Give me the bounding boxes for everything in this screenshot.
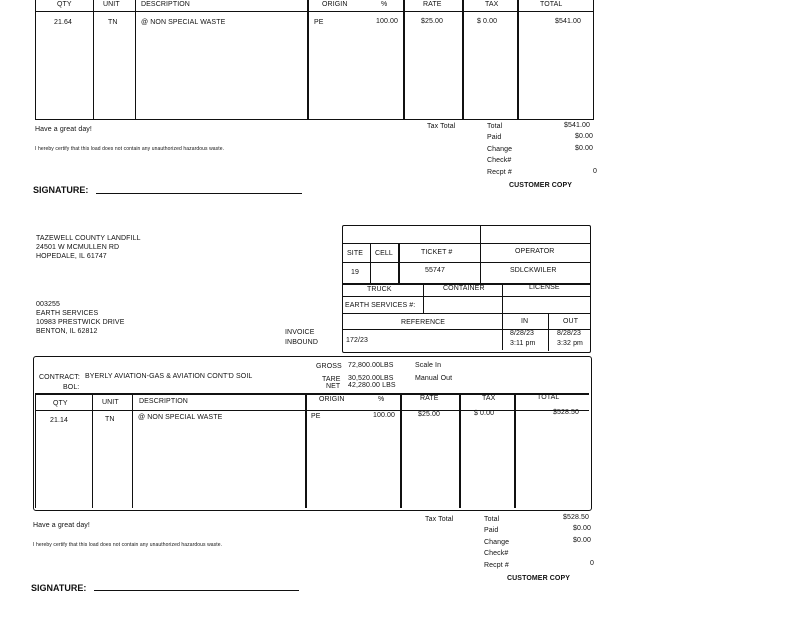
top-certify-text: I hereby certify that this load does not contain any unauthorized hazardous waste.	[35, 146, 225, 152]
license-label: LICENSE	[529, 284, 560, 291]
top-header-unit: UNIT	[103, 1, 120, 8]
operator-value: SDLCKWILER	[510, 267, 557, 274]
ticket-number: 55747	[425, 267, 445, 274]
top-row-tax: $ 0.00	[477, 18, 498, 25]
bottom-check-label: Check#	[484, 550, 509, 557]
bottom-row-description: @ NON SPECIAL WASTE	[138, 414, 223, 421]
top-paid-label: Paid	[487, 134, 502, 141]
top-col-divider	[462, 0, 464, 119]
bottom-header-origin: ORIGIN	[319, 396, 345, 403]
bottom-row-origin: PE	[311, 413, 321, 420]
out-date: 8/28/23	[557, 330, 582, 337]
bol-label: BOL:	[63, 384, 80, 391]
site-address1: 24501 W MCMULLEN RD	[36, 244, 120, 251]
top-col-divider	[517, 0, 519, 119]
customer-address2: BENTON, IL 62812	[36, 328, 98, 335]
truck-value: EARTH SERVICES #:	[345, 302, 416, 309]
bottom-header-tax: TAX	[482, 395, 496, 402]
top-row-rate: $25.00	[421, 18, 444, 25]
top-row-origin: PE	[314, 19, 324, 26]
gross-mode: Scale In	[415, 362, 442, 369]
bottom-col-divider	[132, 393, 133, 508]
truck-label: TRUCK	[367, 286, 392, 293]
ticket-box-divider	[480, 225, 481, 283]
top-header-percent: %	[381, 1, 388, 8]
out-time: 3:32 pm	[557, 340, 583, 347]
bottom-col-divider	[305, 393, 307, 508]
ticket-label: TICKET #	[421, 249, 453, 256]
bottom-header-description: DESCRIPTION	[139, 398, 188, 405]
top-header-total: TOTAL	[540, 1, 563, 8]
bottom-recpt-label: Recpt #	[484, 562, 509, 569]
ticket-box-rule	[342, 313, 590, 314]
reference-label: REFERENCE	[401, 319, 446, 326]
customer-account: 003255	[36, 301, 60, 308]
ticket-box-rule	[342, 243, 590, 244]
bottom-recpt-value: 0	[590, 560, 594, 567]
in-date: 8/28/23	[510, 330, 535, 337]
top-header-origin: ORIGIN	[322, 1, 348, 8]
bottom-tax-total-label: Tax Total	[425, 516, 454, 523]
contract-value: BYERLY AVIATION-GAS & AVIATION CONT'D SOIL	[85, 373, 253, 380]
site-name: TAZEWELL COUNTY LANDFILL	[36, 235, 141, 242]
bottom-row-total: $528.50	[553, 409, 580, 416]
top-row-total: $541.00	[555, 18, 582, 25]
top-check-label: Check#	[487, 157, 512, 164]
bottom-signature-line	[94, 590, 299, 591]
bottom-header-rate: RATE	[420, 395, 439, 402]
site-address2: HOPEDALE, IL 61747	[36, 253, 107, 260]
in-time: 3:11 pm	[510, 340, 536, 347]
top-row-unit: TN	[108, 19, 118, 26]
top-recpt-value: 0	[593, 168, 597, 175]
top-col-divider	[135, 0, 136, 119]
bottom-row-unit: TN	[105, 416, 115, 423]
bottom-paid-label: Paid	[484, 527, 499, 534]
ticket-box-rule	[342, 262, 590, 263]
top-header-tax: TAX	[485, 1, 499, 8]
customer-address1: 10983 PRESTWICK DRIVE	[36, 319, 125, 326]
ticket-box-rule	[342, 296, 590, 297]
site-value: 19	[351, 269, 359, 276]
top-recpt-label: Recpt #	[487, 169, 512, 176]
net-label: NET	[326, 383, 341, 390]
top-header-rule	[35, 11, 593, 12]
bottom-header-unit: UNIT	[102, 399, 119, 406]
ticket-box-divider	[548, 313, 549, 351]
ticket-box-divider	[370, 243, 371, 283]
top-col-divider	[307, 0, 309, 119]
bottom-header-total: TOTAL	[537, 394, 560, 401]
top-tax-total-label: Tax Total	[427, 123, 456, 130]
out-label: OUT	[563, 318, 579, 325]
top-change-label: Change	[487, 146, 513, 153]
tare-label: TARE	[322, 376, 341, 383]
ticket-box-divider	[502, 283, 503, 350]
tare-mode: Manual Out	[415, 375, 453, 382]
top-items-table	[35, 0, 594, 120]
top-header-description: DESCRIPTION	[141, 1, 190, 8]
top-row-qty: 21.64	[54, 19, 73, 26]
bottom-col-divider	[35, 393, 36, 508]
top-greeting: Have a great day!	[35, 126, 92, 133]
bottom-col-divider	[400, 393, 402, 508]
bottom-table-top-rule	[35, 393, 589, 395]
site-label: SITE	[347, 250, 363, 257]
reference-value: 172/23	[346, 337, 369, 344]
net-value: 42,280.00 LBS	[348, 382, 396, 389]
top-total-label: Total	[487, 123, 503, 130]
contract-label: CONTRACT:	[39, 374, 80, 381]
top-change-value: $0.00	[575, 145, 594, 152]
top-total-value: $541.00	[564, 122, 591, 129]
bottom-row-tax: $ 0.00	[474, 410, 495, 417]
bottom-row-rate: $25.00	[418, 411, 441, 418]
top-customer-copy: CUSTOMER COPY	[509, 182, 573, 189]
top-signature-line	[96, 193, 302, 194]
bottom-change-label: Change	[484, 539, 510, 546]
bottom-col-divider	[92, 393, 93, 508]
top-row-percent: 100.00	[376, 18, 399, 25]
top-header-rate: RATE	[423, 1, 442, 8]
invoice-label: INVOICE	[285, 329, 315, 336]
ticket-box-divider	[398, 243, 400, 283]
bottom-change-value: $0.00	[573, 537, 592, 544]
tare-value: 30,520.00LBS	[348, 375, 394, 382]
customer-name: EARTH SERVICES	[36, 310, 99, 317]
operator-label: OPERATOR	[515, 248, 555, 255]
bottom-header-rule	[35, 410, 589, 411]
in-label: IN	[521, 318, 529, 325]
bottom-header-qty: QTY	[53, 400, 68, 407]
bottom-total-label: Total	[484, 516, 500, 523]
ticket-box-rule	[342, 329, 590, 330]
bottom-col-divider	[514, 393, 516, 508]
bottom-col-divider	[459, 393, 461, 508]
bottom-row-percent: 100.00	[373, 412, 396, 419]
top-row-description: @ NON SPECIAL WASTE	[141, 19, 226, 26]
bottom-row-qty: 21.14	[50, 417, 69, 424]
gross-value: 72,800.00LBS	[348, 362, 394, 369]
top-paid-value: $0.00	[575, 133, 594, 140]
inbound-label: INBOUND	[285, 339, 318, 346]
bottom-signature-label: SIGNATURE:	[31, 583, 87, 593]
container-label: CONTAINER	[443, 285, 485, 292]
bottom-customer-copy: CUSTOMER COPY	[507, 575, 571, 582]
bottom-certify-text: I hereby certify that this load does not contain any unauthorized hazardous waste.	[33, 542, 223, 548]
bottom-greeting: Have a great day!	[33, 522, 90, 529]
ticket-box-divider	[423, 283, 424, 313]
top-header-qty: QTY	[57, 1, 72, 8]
top-col-divider	[93, 0, 94, 119]
bottom-header-percent: %	[378, 396, 385, 403]
bottom-total-value: $528.50	[563, 514, 590, 521]
gross-label: GROSS	[316, 363, 342, 370]
top-signature-label: SIGNATURE:	[33, 185, 89, 195]
top-col-divider	[403, 0, 405, 119]
bottom-paid-value: $0.00	[573, 525, 592, 532]
cell-label: CELL	[375, 250, 393, 257]
